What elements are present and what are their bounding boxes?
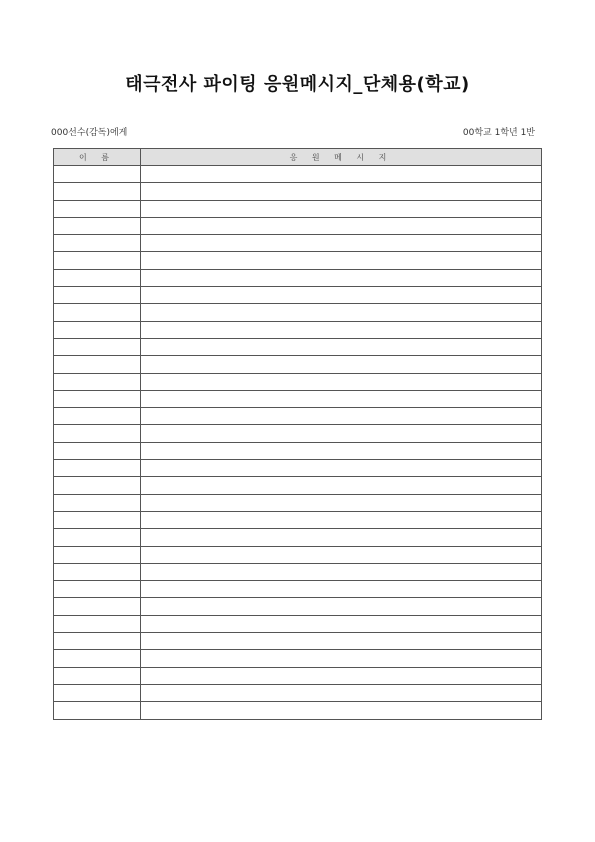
name-cell[interactable] (54, 702, 141, 719)
name-cell[interactable] (54, 633, 141, 650)
class-info-label: 00학교 1학년 1반 (462, 128, 535, 138)
table-row (54, 338, 542, 355)
message-cell[interactable] (141, 269, 542, 286)
message-cell[interactable] (141, 511, 542, 528)
table-row (54, 460, 542, 477)
table-row (54, 529, 542, 546)
message-cell[interactable] (141, 425, 542, 442)
message-table (53, 148, 542, 720)
name-cell[interactable] (54, 598, 141, 615)
table-row (54, 702, 542, 719)
message-cell[interactable] (141, 252, 542, 269)
message-cell[interactable] (141, 408, 542, 425)
table-row (54, 650, 542, 667)
message-cell[interactable] (141, 494, 542, 511)
table-row (54, 269, 542, 286)
table-row (54, 442, 542, 459)
message-cell[interactable] (141, 667, 542, 684)
table-row (54, 183, 542, 200)
table-row (54, 235, 542, 252)
name-cell[interactable] (54, 667, 141, 684)
name-cell[interactable] (54, 581, 141, 598)
table-row (54, 633, 542, 650)
name-cell[interactable] (54, 529, 141, 546)
name-cell[interactable] (54, 546, 141, 563)
name-cell[interactable] (54, 166, 141, 183)
message-cell[interactable] (141, 460, 542, 477)
message-cell[interactable] (141, 546, 542, 563)
message-cell[interactable] (141, 477, 542, 494)
table-row (54, 200, 542, 217)
table-row (54, 667, 542, 684)
name-cell[interactable] (54, 252, 141, 269)
table-row (54, 425, 542, 442)
message-cell[interactable] (141, 563, 542, 580)
table-header-row (54, 149, 542, 166)
name-cell[interactable] (54, 200, 141, 217)
table-body (54, 166, 542, 720)
message-cell[interactable] (141, 390, 542, 407)
message-cell[interactable] (141, 183, 542, 200)
header-message: 응 원 메 시 지 (141, 149, 542, 166)
message-cell[interactable] (141, 304, 542, 321)
name-cell[interactable] (54, 373, 141, 390)
table-row (54, 615, 542, 632)
table-row (54, 408, 542, 425)
name-cell[interactable] (54, 494, 141, 511)
message-cell[interactable] (141, 338, 542, 355)
name-cell[interactable] (54, 408, 141, 425)
name-cell[interactable] (54, 304, 141, 321)
message-cell[interactable] (141, 702, 542, 719)
document-title: 태극전사 파이팅 응원메시지_단체용(학교) (125, 74, 470, 95)
message-cell[interactable] (141, 287, 542, 304)
name-cell[interactable] (54, 183, 141, 200)
table-row (54, 390, 542, 407)
name-cell[interactable] (54, 650, 141, 667)
name-cell[interactable] (54, 217, 141, 234)
table-row (54, 684, 542, 701)
message-cell[interactable] (141, 529, 542, 546)
message-cell[interactable] (141, 650, 542, 667)
table-row (54, 287, 542, 304)
message-cell[interactable] (141, 356, 542, 373)
name-cell[interactable] (54, 684, 141, 701)
table-row (54, 477, 542, 494)
name-cell[interactable] (54, 287, 141, 304)
message-cell[interactable] (141, 217, 542, 234)
name-cell[interactable] (54, 511, 141, 528)
message-cell[interactable] (141, 633, 542, 650)
table-row (54, 546, 542, 563)
message-cell[interactable] (141, 321, 542, 338)
name-cell[interactable] (54, 460, 141, 477)
message-cell[interactable] (141, 235, 542, 252)
table-row (54, 304, 542, 321)
name-cell[interactable] (54, 442, 141, 459)
message-cell[interactable] (141, 581, 542, 598)
table-row (54, 598, 542, 615)
message-cell[interactable] (141, 200, 542, 217)
table-row (54, 217, 542, 234)
table-row (54, 356, 542, 373)
name-cell[interactable] (54, 477, 141, 494)
message-cell[interactable] (141, 166, 542, 183)
name-cell[interactable] (54, 615, 141, 632)
table-row (54, 321, 542, 338)
message-cell[interactable] (141, 373, 542, 390)
recipient-label: 000선수(감독)에게 (51, 128, 128, 138)
name-cell[interactable] (54, 356, 141, 373)
name-cell[interactable] (54, 390, 141, 407)
name-cell[interactable] (54, 321, 141, 338)
table-row (54, 581, 542, 598)
table-row (54, 373, 542, 390)
table-row (54, 511, 542, 528)
message-cell[interactable] (141, 598, 542, 615)
name-cell[interactable] (54, 235, 141, 252)
table-row (54, 166, 542, 183)
name-cell[interactable] (54, 563, 141, 580)
header-name: 이 름 (54, 149, 141, 166)
message-cell[interactable] (141, 684, 542, 701)
table-row (54, 563, 542, 580)
name-cell[interactable] (54, 425, 141, 442)
message-cell[interactable] (141, 442, 542, 459)
name-cell[interactable] (54, 338, 141, 355)
table-row (54, 252, 542, 269)
name-cell[interactable] (54, 269, 141, 286)
message-cell[interactable] (141, 615, 542, 632)
table-row (54, 494, 542, 511)
